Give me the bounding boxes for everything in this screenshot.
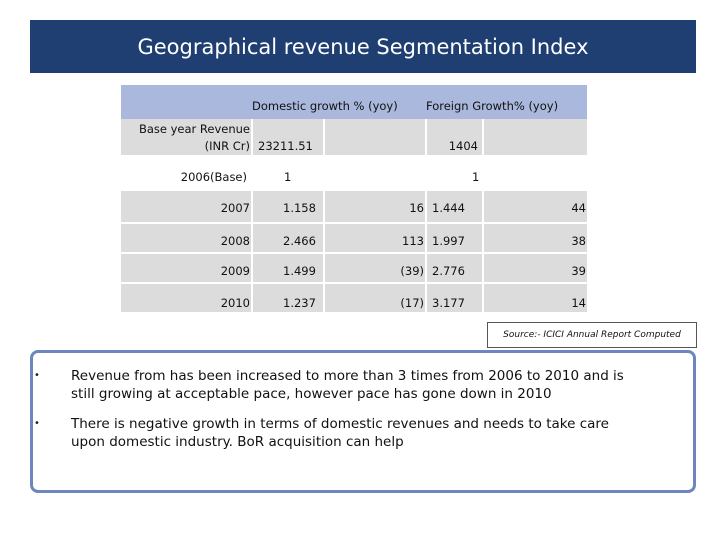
base-year-domestic-index: 1 [284, 170, 292, 184]
base-revenue-label-1: Base year Revenue [138, 122, 250, 136]
row-2007-foreign-index: 1.444 [432, 201, 465, 215]
row-2009-foreign-growth: 39 [571, 264, 586, 278]
row-2008-domestic-growth: 113 [402, 234, 424, 248]
row-2009-year: 2009 [220, 264, 250, 278]
row-2007-domestic-growth: 16 [409, 201, 424, 215]
row-2010-domestic-growth: (17) [400, 296, 424, 310]
base-year-foreign-index: 1 [472, 170, 480, 184]
row-2009-domestic-index: 1.499 [283, 264, 316, 278]
base-year-label: 2006(Base) [180, 170, 247, 184]
bullet-icon: • [34, 370, 40, 381]
header-foreign-growth: Foreign Growth% (yoy) [426, 99, 559, 113]
base-revenue-cell-foreign-growth [484, 119, 587, 155]
base-revenue-domestic: 23211.51 [258, 139, 313, 153]
note-line: There is negative growth in terms of domestic revenues and needs to take care [71, 416, 609, 432]
row-2010-foreign-growth: 14 [571, 296, 586, 310]
row-2008-domestic-index: 2.466 [283, 234, 316, 248]
base-revenue-foreign: 1404 [448, 139, 478, 153]
row-2010-domestic-index: 1.237 [283, 296, 316, 310]
row-2009-domestic-growth: (39) [400, 264, 424, 278]
note-line: Revenue from has been increased to more than 3 times from 2006 to 2010 and is [71, 368, 624, 384]
source-note: Source:- ICICI Annual Report Computed [487, 322, 697, 348]
header-domestic-growth: Domestic growth % (yoy) [252, 99, 398, 113]
row-2007-year: 2007 [220, 201, 250, 215]
base-revenue-label-2: (INR Cr) [204, 139, 250, 153]
row-2010-foreign-index: 3.177 [432, 296, 465, 310]
row-2007-foreign-growth: 44 [571, 201, 586, 215]
row-2008-foreign-growth: 38 [571, 234, 586, 248]
base-revenue-cell-domestic-growth [325, 119, 425, 155]
row-2007-domestic-index: 1.158 [283, 201, 316, 215]
row-2009-foreign-index: 2.776 [432, 264, 465, 278]
slide-title: Geographical revenue Segmentation Index [30, 20, 696, 73]
note-line: upon domestic industry. BoR acquisition can help [71, 434, 404, 450]
row-2008-foreign-index: 1.997 [432, 234, 465, 248]
note-line: still growing at acceptable pace, however pace has gone down in 2010 [71, 386, 552, 402]
row-2010-year: 2010 [220, 296, 250, 310]
bullet-icon: • [34, 418, 40, 429]
row-2008-year: 2008 [220, 234, 250, 248]
